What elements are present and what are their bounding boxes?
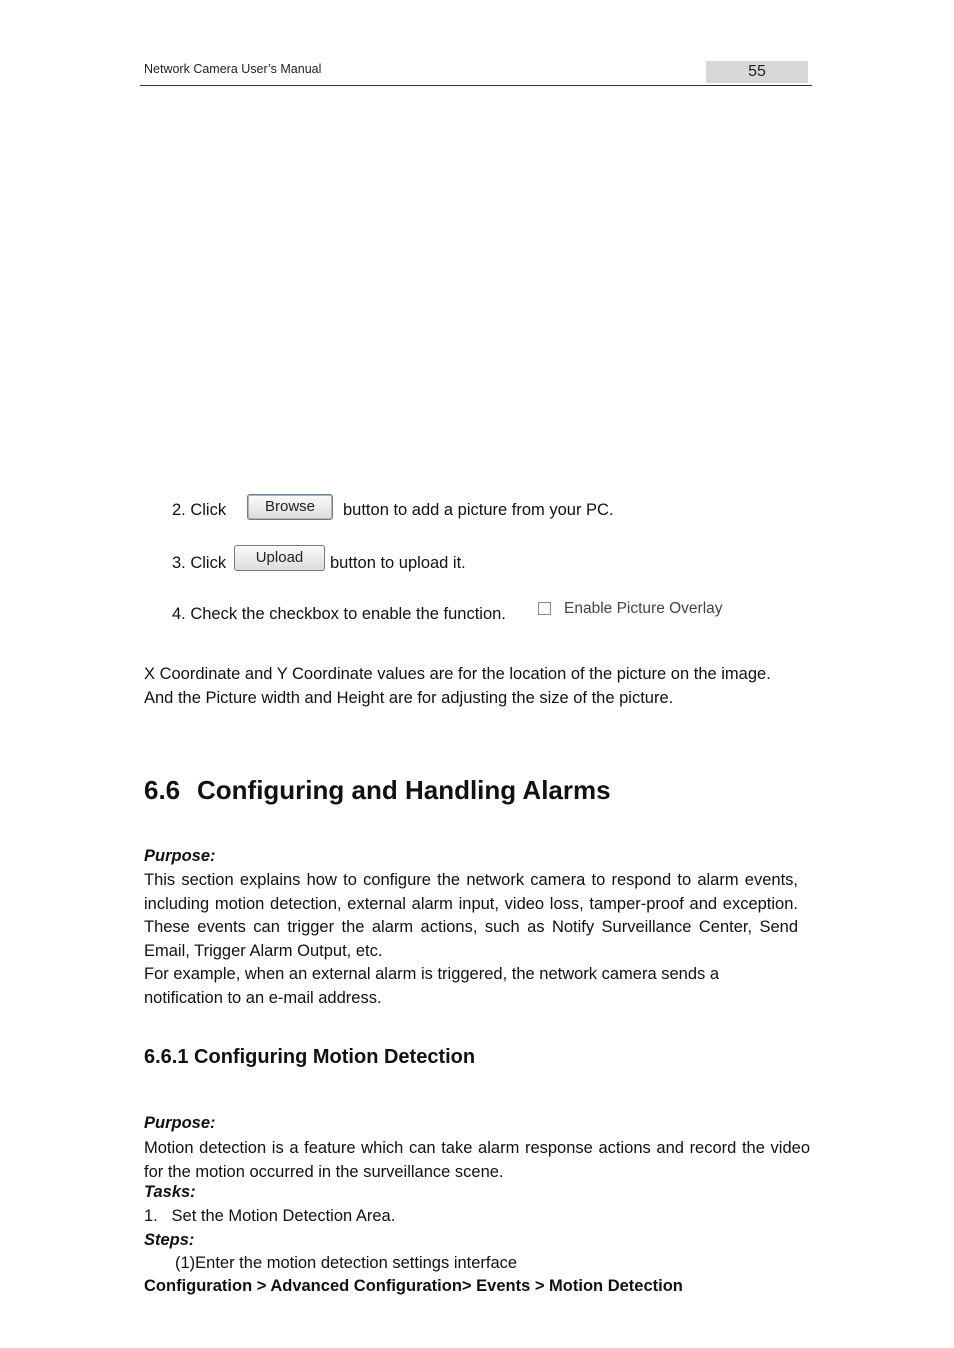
running-header-title: Network Camera User’s Manual [144, 62, 322, 76]
section-number: 6.6 [144, 775, 181, 805]
example-paragraph: For example, when an external alarm is triggered, the network camera sends a notification to an e-mail address. [144, 965, 720, 1007]
coords-line-2: And the Picture width and Height are for adjusting the size of the picture. [144, 689, 674, 707]
page-number: 55 [706, 61, 808, 83]
subsection-heading-6-6-1: 6.6.1 Configuring Motion Detection [144, 1046, 476, 1068]
purpose-label: Purpose: [144, 847, 216, 865]
step-2-suffix: button to add a picture from your PC. [343, 501, 614, 519]
section-title: Configuring and Handling Alarms [197, 775, 611, 805]
step-3-suffix: button to upload it. [330, 554, 466, 572]
upload-button[interactable]: Upload [234, 545, 325, 571]
enable-picture-overlay-label: Enable Picture Overlay [564, 600, 723, 617]
tasks-label: Tasks: [144, 1183, 196, 1201]
step-3-prefix: 3. Click [172, 554, 227, 572]
browse-button[interactable]: Browse [247, 494, 333, 520]
step-enter-settings: (1)Enter the motion detection settings interface [175, 1254, 518, 1272]
section-heading-6-6 [144, 775, 611, 806]
menu-path: Configuration > Advanced Configuration> Events > Motion Detection [144, 1277, 683, 1295]
header-divider [140, 85, 812, 86]
step-2-prefix: 2. Click [172, 501, 227, 519]
steps-label: Steps: [144, 1231, 195, 1249]
enable-picture-overlay-checkbox[interactable] [538, 602, 551, 615]
purpose-paragraph: This section explains how to configure the network camera to respond to alarm events, including motion detection, external alarm input, video loss, tamper-proof and exception. These events can trigger the alarm actions, such as Notify Surveillance Center, Send Email, Trigger Alarm Output, etc. [144, 871, 798, 960]
task-1: 1. Set the Motion Detection Area. [144, 1207, 396, 1225]
coords-line-1: X Coordinate and Y Coordinate values are for the location of the picture on the image. [144, 665, 771, 683]
purpose-label-2: Purpose: [144, 1114, 216, 1132]
step-4-text: 4. Check the checkbox to enable the function. [172, 605, 506, 623]
motion-purpose-paragraph: Motion detection is a feature which can take alarm response actions and record the video for the motion occurred in the surveillance scene. [144, 1139, 810, 1181]
